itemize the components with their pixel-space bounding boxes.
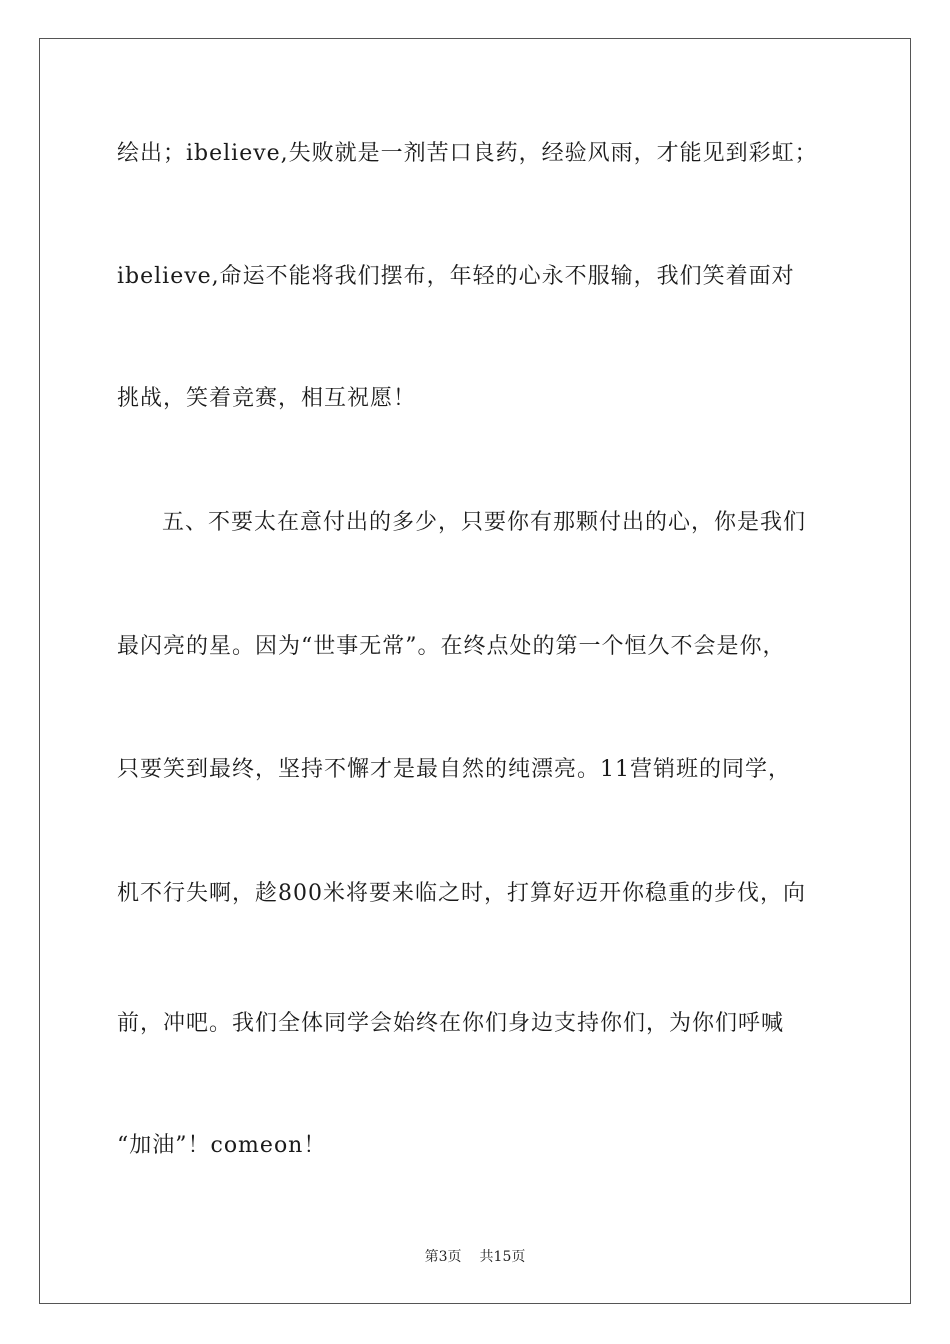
text-line: 前，冲吧。我们全体同学会始终在你们身边支持你们，为你们呼喊 (117, 1011, 785, 1036)
text-line: ibelieve,命运不能将我们摆布，年轻的心永不服输，我们笑着面对 (117, 264, 795, 289)
text-line: 挑战，笑着竞赛，相互祝愿！ (117, 386, 417, 411)
text-line: 机不行失啊，趁800米将要来临之时，打算好迈开你稳重的步伐，向 (117, 881, 806, 906)
text-line: 绘出；ibelieve,失败就是一剂苦口良药，经验风雨，才能见到彩虹； (117, 141, 818, 166)
page-frame (39, 38, 911, 1304)
text-line: “加油”！comeon！ (117, 1133, 327, 1158)
page-footer (0, 1246, 950, 1266)
paragraph-start-line: 五、不要太在意付出的多少，只要你有那颗付出的心，你是我们 (162, 510, 807, 535)
total-pages: 共15页 (479, 1249, 526, 1265)
page-number: 第3页 (424, 1249, 462, 1265)
text-line: 最闪亮的星。因为“世事无常”。在终点处的第一个恒久不会是你， (117, 634, 786, 659)
text-line: 只要笑到最终，坚持不懈才是最自然的纯漂亮。11营销班的同学， (117, 757, 791, 782)
